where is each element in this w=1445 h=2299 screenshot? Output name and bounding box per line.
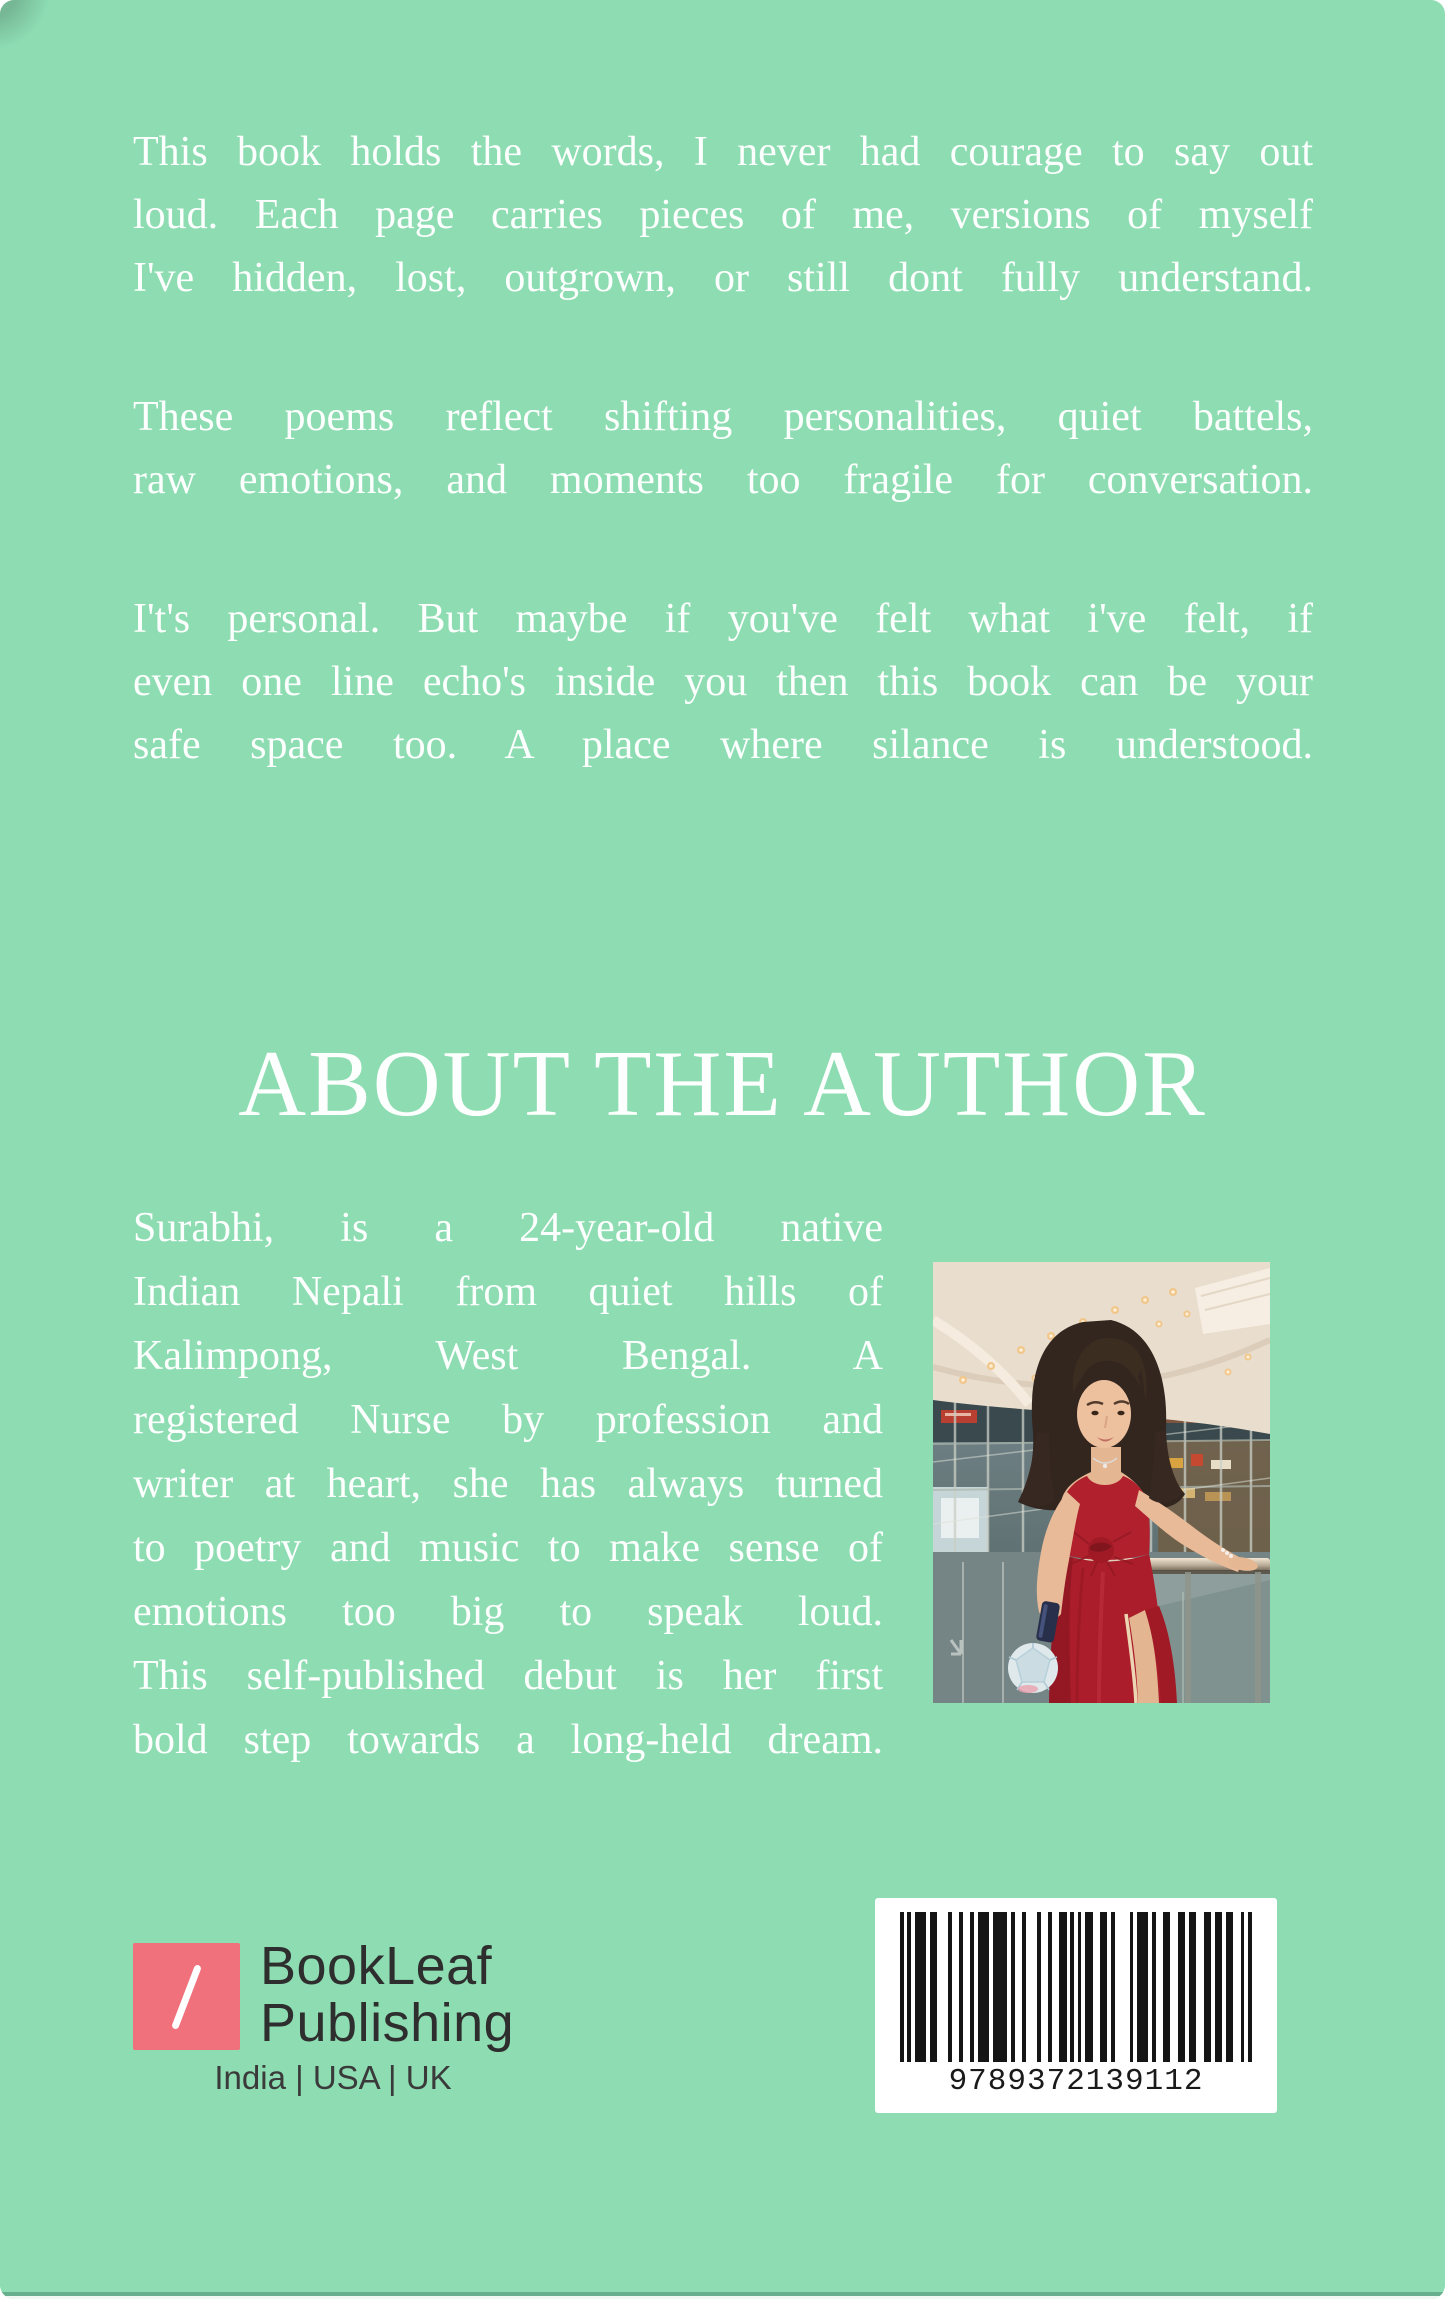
text-line: even one line echo's inside you then this book can be your <box>133 659 1313 705</box>
isbn-number: 9789372139112 <box>948 2064 1204 2099</box>
text-line: raw emotions, and moments too fragile for conversation. <box>133 457 1313 503</box>
barcode-bar <box>1248 1912 1252 2062</box>
text-line: Indian Nepali from quiet hills of <box>133 1269 883 1315</box>
publisher-name-line1: BookLeaf <box>260 1936 493 1996</box>
author-photo-illustration <box>933 1262 1270 1703</box>
text-line: emotions too big to speak loud. <box>133 1589 883 1635</box>
text-line: This self-published debut is her first <box>133 1653 883 1699</box>
blurb-paragraph-3 <box>133 588 1313 777</box>
bookleaf-logo-square <box>133 1943 240 2050</box>
barcode-bars <box>900 1912 1252 2062</box>
publisher-name <box>260 1938 514 2052</box>
text-line: writer at heart, she has always turned <box>133 1461 883 1507</box>
slash-logo-icon <box>171 1964 202 2030</box>
back-cover-blurb <box>133 121 1313 853</box>
text-line: Kalimpong, West Bengal. A <box>133 1333 883 1379</box>
text-line: safe space too. A place where silance is understood. <box>133 722 1313 768</box>
author-photo <box>933 1262 1270 1703</box>
publisher-name-line2: Publishing <box>260 1993 515 2053</box>
text-line: I't's personal. But maybe if you've felt what i've felt, if <box>133 596 1313 642</box>
blurb-paragraph-1 <box>133 121 1313 310</box>
text-line: I've hidden, lost, outgrown, or still dont fully understand. <box>133 255 1313 301</box>
blurb-paragraph-2 <box>133 386 1313 512</box>
text-line: registered Nurse by profession and <box>133 1397 883 1443</box>
publisher-regions: India | USA | UK <box>214 2059 452 2096</box>
text-line: Surabhi, is a 24-year-old native <box>133 1205 883 1251</box>
text-line: loud. Each page carries pieces of me, versions of myself <box>133 192 1313 238</box>
text-line: bold step towards a long-held dream. <box>133 1717 883 1763</box>
text-line: to poetry and music to make sense of <box>133 1525 883 1571</box>
barcode <box>875 1898 1277 2113</box>
author-bio <box>133 1196 883 1772</box>
text-line: This book holds the words, I never had courage to say out <box>133 129 1313 175</box>
text-line: These poems reflect shifting personalities, quiet battels, <box>133 394 1313 440</box>
about-the-author-heading: ABOUT THE AUTHOR <box>238 1032 1207 1136</box>
